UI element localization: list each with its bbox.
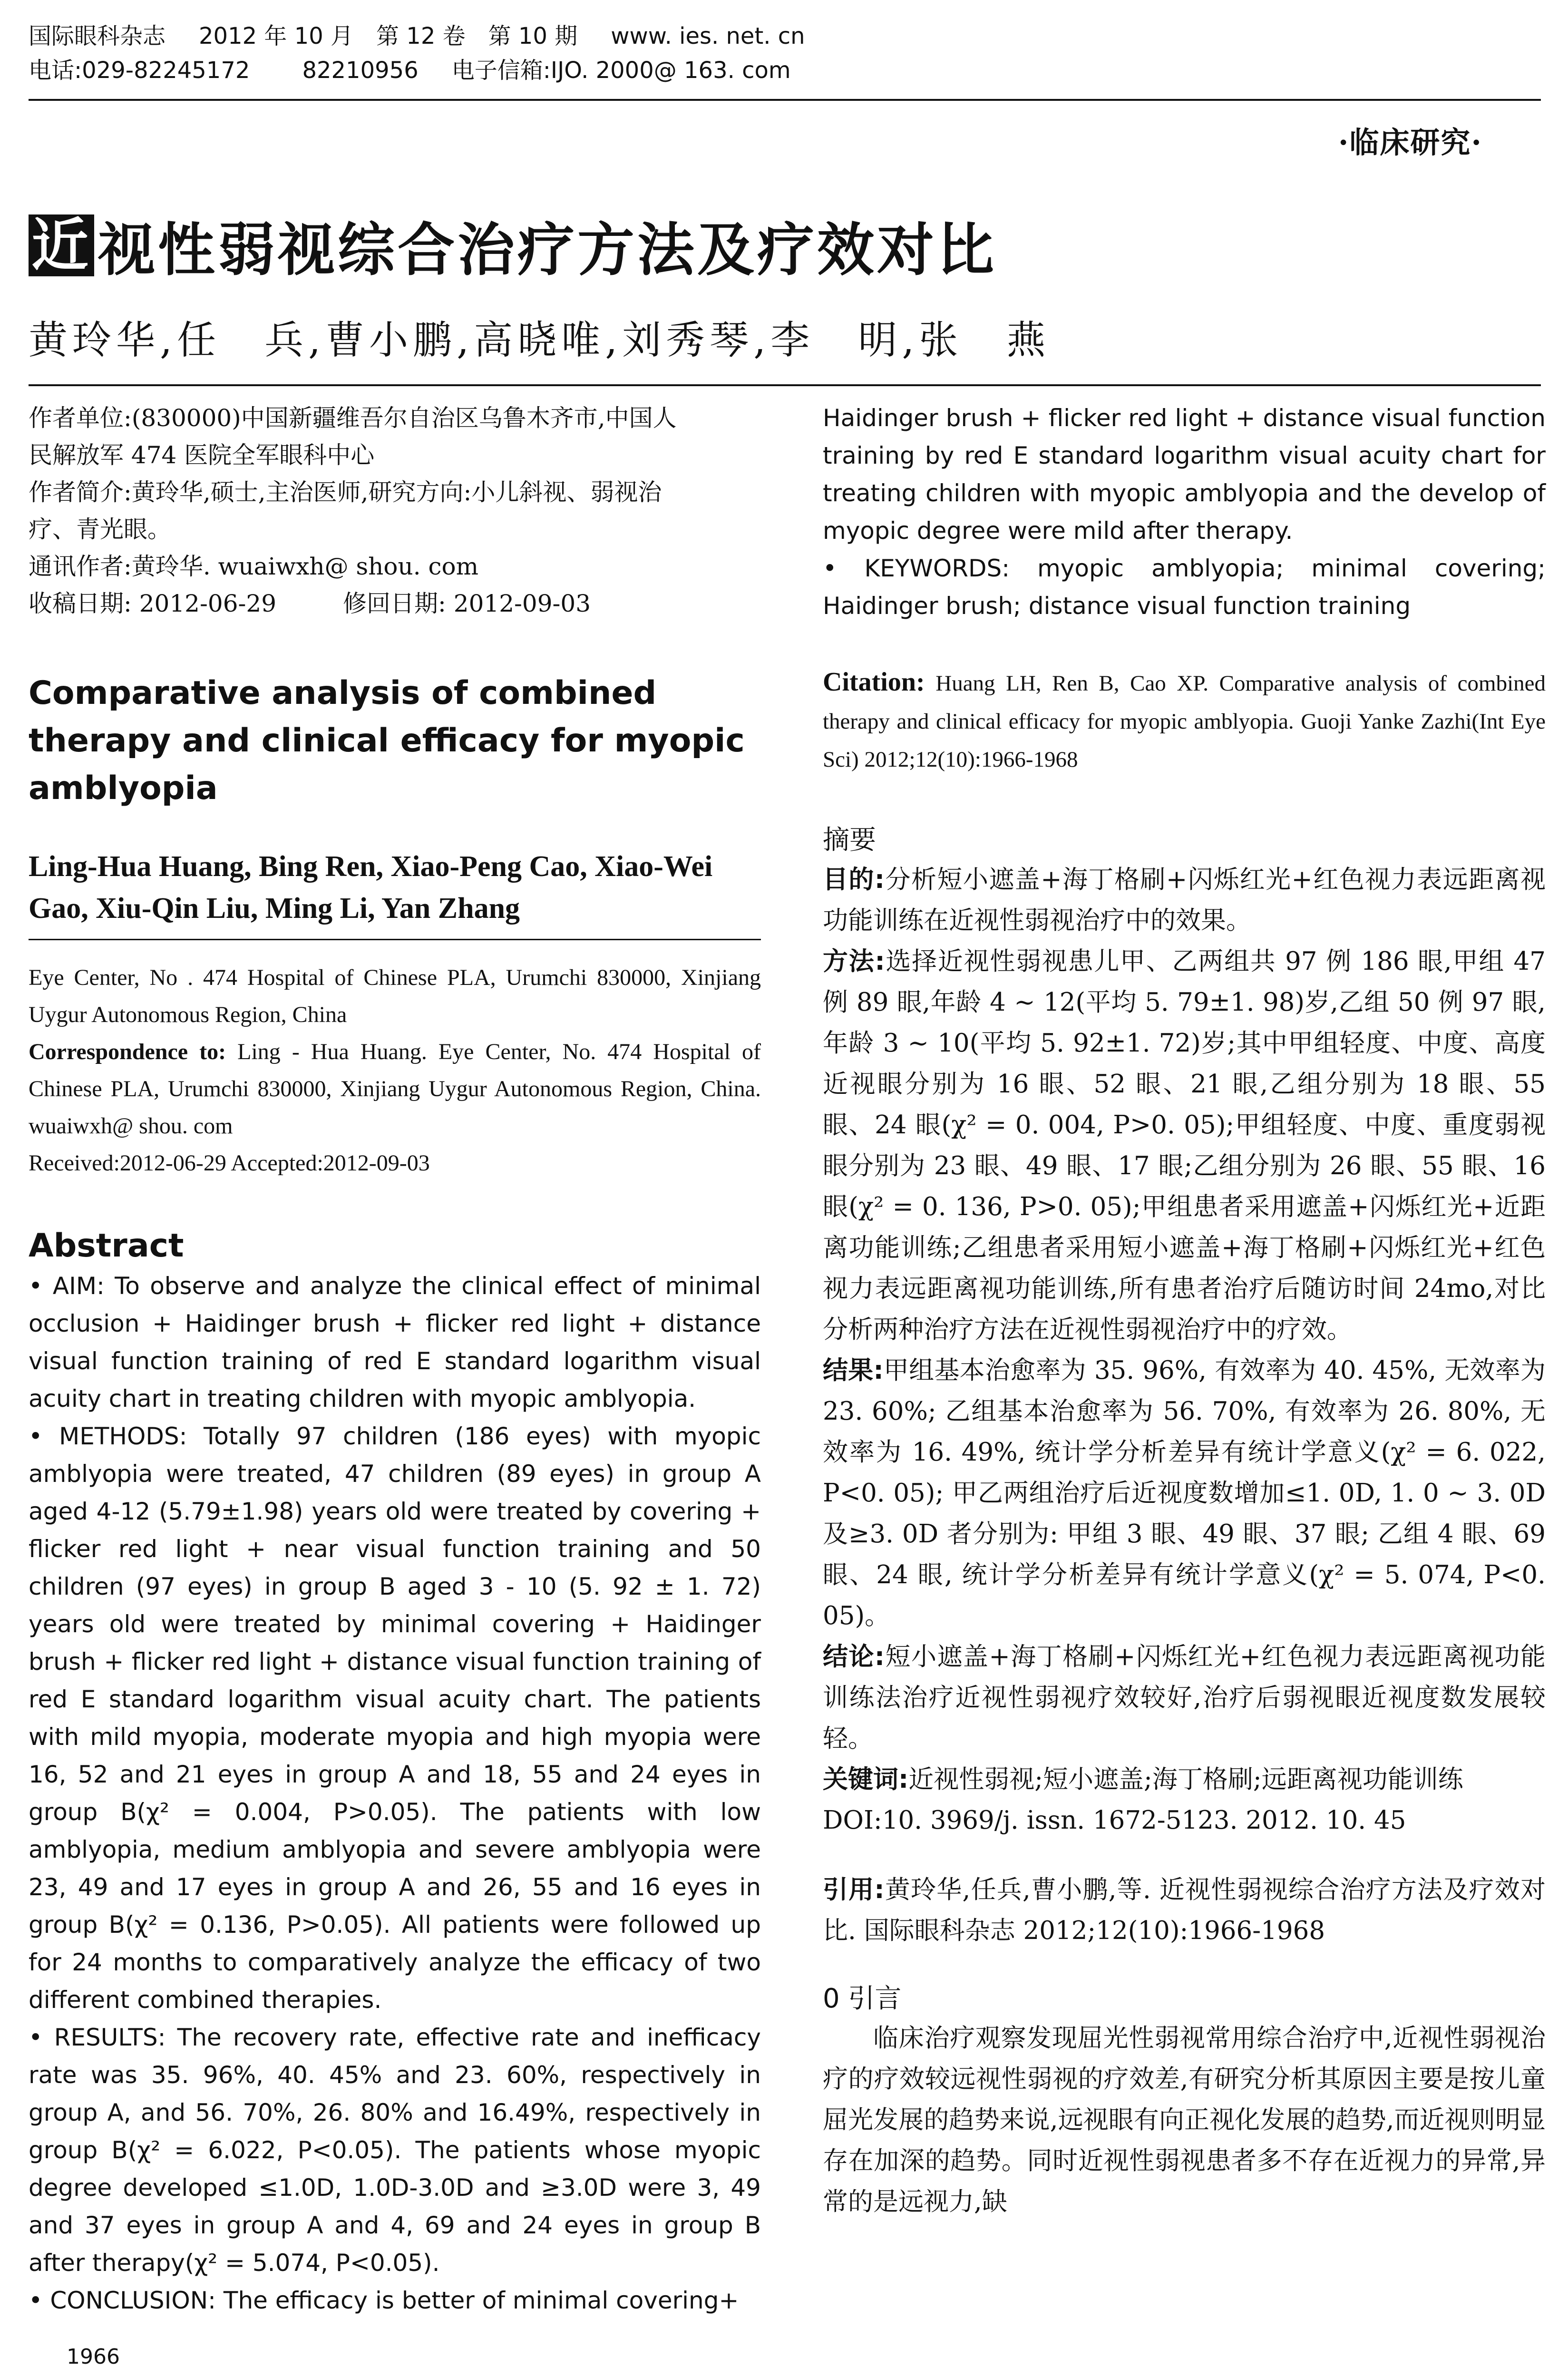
- abstract-aim: • AIM: To observe and analyze the clinical effect of minimal occlusion + Haidinger brush + flicker red light + distance visual function training of red E standard logarithm visual acuity chart in treating children with myopic amblyopia.: [29, 1272, 761, 1413]
- dates-row-cn: [29, 585, 761, 622]
- abstract-methods: • METHODS: Totally 97 children (186 eyes) with myopic amblyopia were treated, 47 children (89 eyes) in group A aged 4-12 (5.79±1.98) years old were treated by covering + flicker red light + near visual function training and 50 children (97 eyes) in group B aged 3 - 10 (5. 92 ± 1. 72) years old were treated by minimal covering + Haidinger brush + flicker red light + distance visual function training of red E standard logarithm visual acuity chart. The patients with mild myopia, moderate myopia and high myopia were 16, 52 and 21 eyes in group A and 18, 55 and 24 eyes in group B(χ² = 0.004, P>0.05). The patients with low amblyopia, medium amblyopia and severe amblyopia were 23, 49 and 17 eyes in group A and 26, 55 and 16 eyes in group B(χ² = 0.136, P>0.05). All patients were followed up for 24 months to comparatively analyze the efficacy of two different combined therapies.: [29, 1422, 761, 2014]
- corresponding-author: 通讯作者:黄玲华. wuaiwxh@ shou. com: [29, 553, 478, 580]
- title-rule: [29, 384, 1541, 386]
- correspondence-label: Correspondence to:: [29, 1039, 226, 1064]
- abstract-conclusion-end: Haidinger brush + flicker red light + distance visual function training by red E standard logarithm visual acuity chart for treating children with myopic amblyopia and the develop of myopic degree were mild after therapy.: [823, 404, 1546, 545]
- intro-paragraph: 临床治疗观察发现屈光性弱视常用综合治疗中,近视性弱视治疗的疗效较远视性弱视的疗效差,有研究分析其原因主要是按儿童屈光发展的趋势来说,远视眼有向正视化发展的趋势,而近视则明显存在加深的趋势。同时近视性弱视患者多不存在近视力的异常,异常的是远视力,缺: [823, 2024, 1546, 2216]
- abstract-keywords: • KEYWORDS: myopic amblyopia; minimal covering; Haidinger brush; distance visual function training: [823, 555, 1546, 620]
- header-line-1: [29, 19, 1541, 53]
- chinese-citation: [823, 1870, 1546, 1951]
- section-tag: ·临床研究·: [1338, 125, 1482, 160]
- cn-aim-text: 分析短小遮盖+海丁格刷+闪烁红光+红色视力表远距离视功能训练在近视性弱视治疗中的效果。: [823, 865, 1546, 935]
- cn-aim: [823, 859, 1546, 941]
- introduction: [823, 2018, 1546, 2222]
- issue-info: 2012 年 10 月 第 12 卷 第 10 期: [199, 23, 578, 49]
- revised-date-cn: 修回日期: 2012-09-03: [343, 590, 591, 617]
- right-column: [823, 399, 1546, 2222]
- cn-citation-label: 引用:: [823, 1875, 885, 1904]
- running-header: [29, 19, 1541, 88]
- title-first-char: 近: [29, 214, 94, 276]
- correspondence-text: Ling - Hua Huang. Eye Center, No. 474 Hospital of Chinese PLA, Urumchi 830000, Xinjiang Uygur Autonomous Region, China. wuaiwxh@ shou. com: [29, 1039, 761, 1139]
- english-affiliation: Eye Center, No . 474 Hospital of Chinese PLA, Urumchi 830000, Xinjiang Uygur Autonomous Region, China: [29, 965, 761, 1027]
- website-link[interactable]: www. ies. net. cn: [611, 23, 805, 49]
- cn-keywords-text: 近视性弱视;短小遮盖;海丁格刷;远距离视功能训练: [908, 1765, 1463, 1794]
- author-bio-line-2: 疗、青光眼。: [29, 516, 171, 543]
- authors-cn: 黄玲华,任 兵,曹小鹏,高晓唯,刘秀琴,李 明,张 燕: [29, 318, 1051, 363]
- abstract-heading: Abstract: [29, 1227, 184, 1265]
- author-info-cn: [29, 399, 761, 622]
- header-rule: [29, 99, 1541, 101]
- author-unit-line-1: 作者单位:(830000)中国新疆维吾尔自治区乌鲁木齐市,中国人: [29, 404, 677, 432]
- cn-conclusion-label: 结论:: [823, 1642, 885, 1671]
- accepted-date-en: Accepted:2012-09-03: [231, 1150, 430, 1176]
- received-date-cn: 收稿日期: 2012-06-29: [29, 590, 277, 617]
- received-date-en: Received:2012-06-29: [29, 1150, 226, 1176]
- intro-heading: 0 引言: [823, 1983, 902, 2014]
- dates-row-en: [29, 1145, 761, 1182]
- page-number: 1966: [67, 2345, 120, 2369]
- article-title: [29, 205, 997, 286]
- citation-label: Citation:: [823, 667, 925, 697]
- phone-number-2: 82210956: [302, 57, 419, 84]
- cn-conclusion: [823, 1637, 1546, 1759]
- email-address[interactable]: 电子信箱:IJO. 2000@ 163. com: [451, 57, 791, 84]
- abstract-results: • RESULTS: The recovery rate, effective rate and inefficacy rate was 35. 96%, 40. 45% and 23. 60%, respectively in group A, and 56. 70%, 26. 80% and 16.49%, respectively in group B(χ² = 6.022, P<0.05). The patients whose myopic degree developed ≤1.0D, 1.0D-3.0D and ≥3.0D were 3, 49 and 37 eyes in group A and 4, 69 and 24 eyes in group B after therapy(χ² = 5.074, P<0.05).: [29, 2024, 761, 2277]
- cn-aim-label: 目的:: [823, 865, 885, 894]
- english-authors: Ling-Hua Huang, Bing Ren, Xiao-Peng Cao, Xiao-Wei Gao, Xiu-Qin Liu, Ming Li, Yan Zhang: [29, 850, 713, 925]
- journal-name: 国际眼科杂志: [29, 23, 166, 49]
- left-column: [29, 399, 761, 2319]
- cn-methods-label: 方法:: [823, 947, 885, 976]
- author-bio-line-1: 作者简介:黄玲华,硕士,主治医师,研究方向:小儿斜视、弱视治: [29, 478, 662, 506]
- cn-results-text: 甲组基本治愈率为 35. 96%, 有效率为 40. 45%, 无效率为 23. 60%; 乙组基本治愈率为 56. 70%, 有效率为 26. 80%, 无效率为 16. 49%, 统计学分析差异有统计学意义(χ² = 6. 022, P<0. 05); 甲乙两组治疗后近视度数增加≤1. 0D, 1. 0 ~ 3. 0D 及≥3. 0D 者分别为: 甲组 3 眼、49 眼、37 眼; 乙组 4 眼、69 眼、24 眼, 统计学分析差异有统计学意义(χ² = 5. 074, P<0. 05)。: [823, 1356, 1546, 1630]
- abstract-conclusion-start: • CONCLUSION: The efficacy is better of minimal covering+: [29, 2287, 739, 2314]
- header-line-2: [29, 53, 1541, 88]
- cn-citation-text: 黄玲华,任兵,曹小鹏,等. 近视性弱视综合治疗方法及疗效对比. 国际眼科杂志 2012;12(10):1966-1968: [823, 1875, 1546, 1945]
- title-rest: 视性弱视综合治疗方法及疗效对比: [98, 216, 997, 283]
- english-citation: [823, 663, 1546, 779]
- cn-keywords: [823, 1759, 1546, 1800]
- cn-conclusion-text: 短小遮盖+海丁格刷+闪烁红光+红色视力表远距离视功能训练法治疗近视性弱视疗效较好,治疗后弱视眼近视度数发展较轻。: [823, 1642, 1546, 1753]
- cn-results: [823, 1350, 1546, 1637]
- english-correspondence: [29, 1033, 761, 1145]
- english-abstract-continued: [823, 399, 1546, 625]
- doi[interactable]: DOI:10. 3969/j. issn. 1672-5123. 2012. 10. 45: [823, 1806, 1406, 1835]
- cn-methods-text: 选择近视性弱视患儿甲、乙两组共 97 例 186 眼,甲组 47 例 89 眼,年龄 4 ~ 12(平均 5. 79±1. 98)岁,乙组 50 例 97 眼,年龄 3 ~ 10(平均 5. 92±1. 72)岁;其中甲组轻度、中度、高度近视眼分别为 16 眼、52 眼、21 眼,乙组分别为 18 眼、55 眼、24 眼(χ² = 0. 004, P>0. 05);甲组轻度、中度、重度弱视眼分别为 23 眼、49 眼、17 眼;乙组分别为 26 眼、55 眼、16 眼(χ² = 0. 136, P>0. 05);甲组患者采用遮盖+闪烁红光+近距离功能训练;乙组患者采用短小遮盖+海丁格刷+闪烁红光+红色视力表远距离视功能训练,所有患者治疗后随访时间 24mo,对比分析两种治疗方法在近视性弱视治疗中的疗效。: [823, 947, 1546, 1344]
- cn-keywords-label: 关键词:: [823, 1765, 909, 1794]
- cn-abstract-heading: 摘要: [823, 825, 876, 856]
- english-title: Comparative analysis of combined therapy and clinical efficacy for myopic amblyopia: [29, 674, 745, 807]
- english-abstract: [29, 1267, 761, 2319]
- author-unit-line-2: 民解放军 474 医院全军眼科中心: [29, 441, 375, 469]
- cn-results-label: 结果:: [823, 1356, 884, 1385]
- chinese-abstract: [823, 859, 1546, 1841]
- citation-text: Huang LH, Ren B, Cao XP. Comparative analysis of combined therapy and clinical efficacy for myopic amblyopia. Guoji Yanke Zazhi(Int Eye Sci) 2012;12(10):1966-1968: [823, 671, 1546, 772]
- cn-methods: [823, 941, 1546, 1350]
- phone-number: 电话:029-82245172: [29, 57, 250, 84]
